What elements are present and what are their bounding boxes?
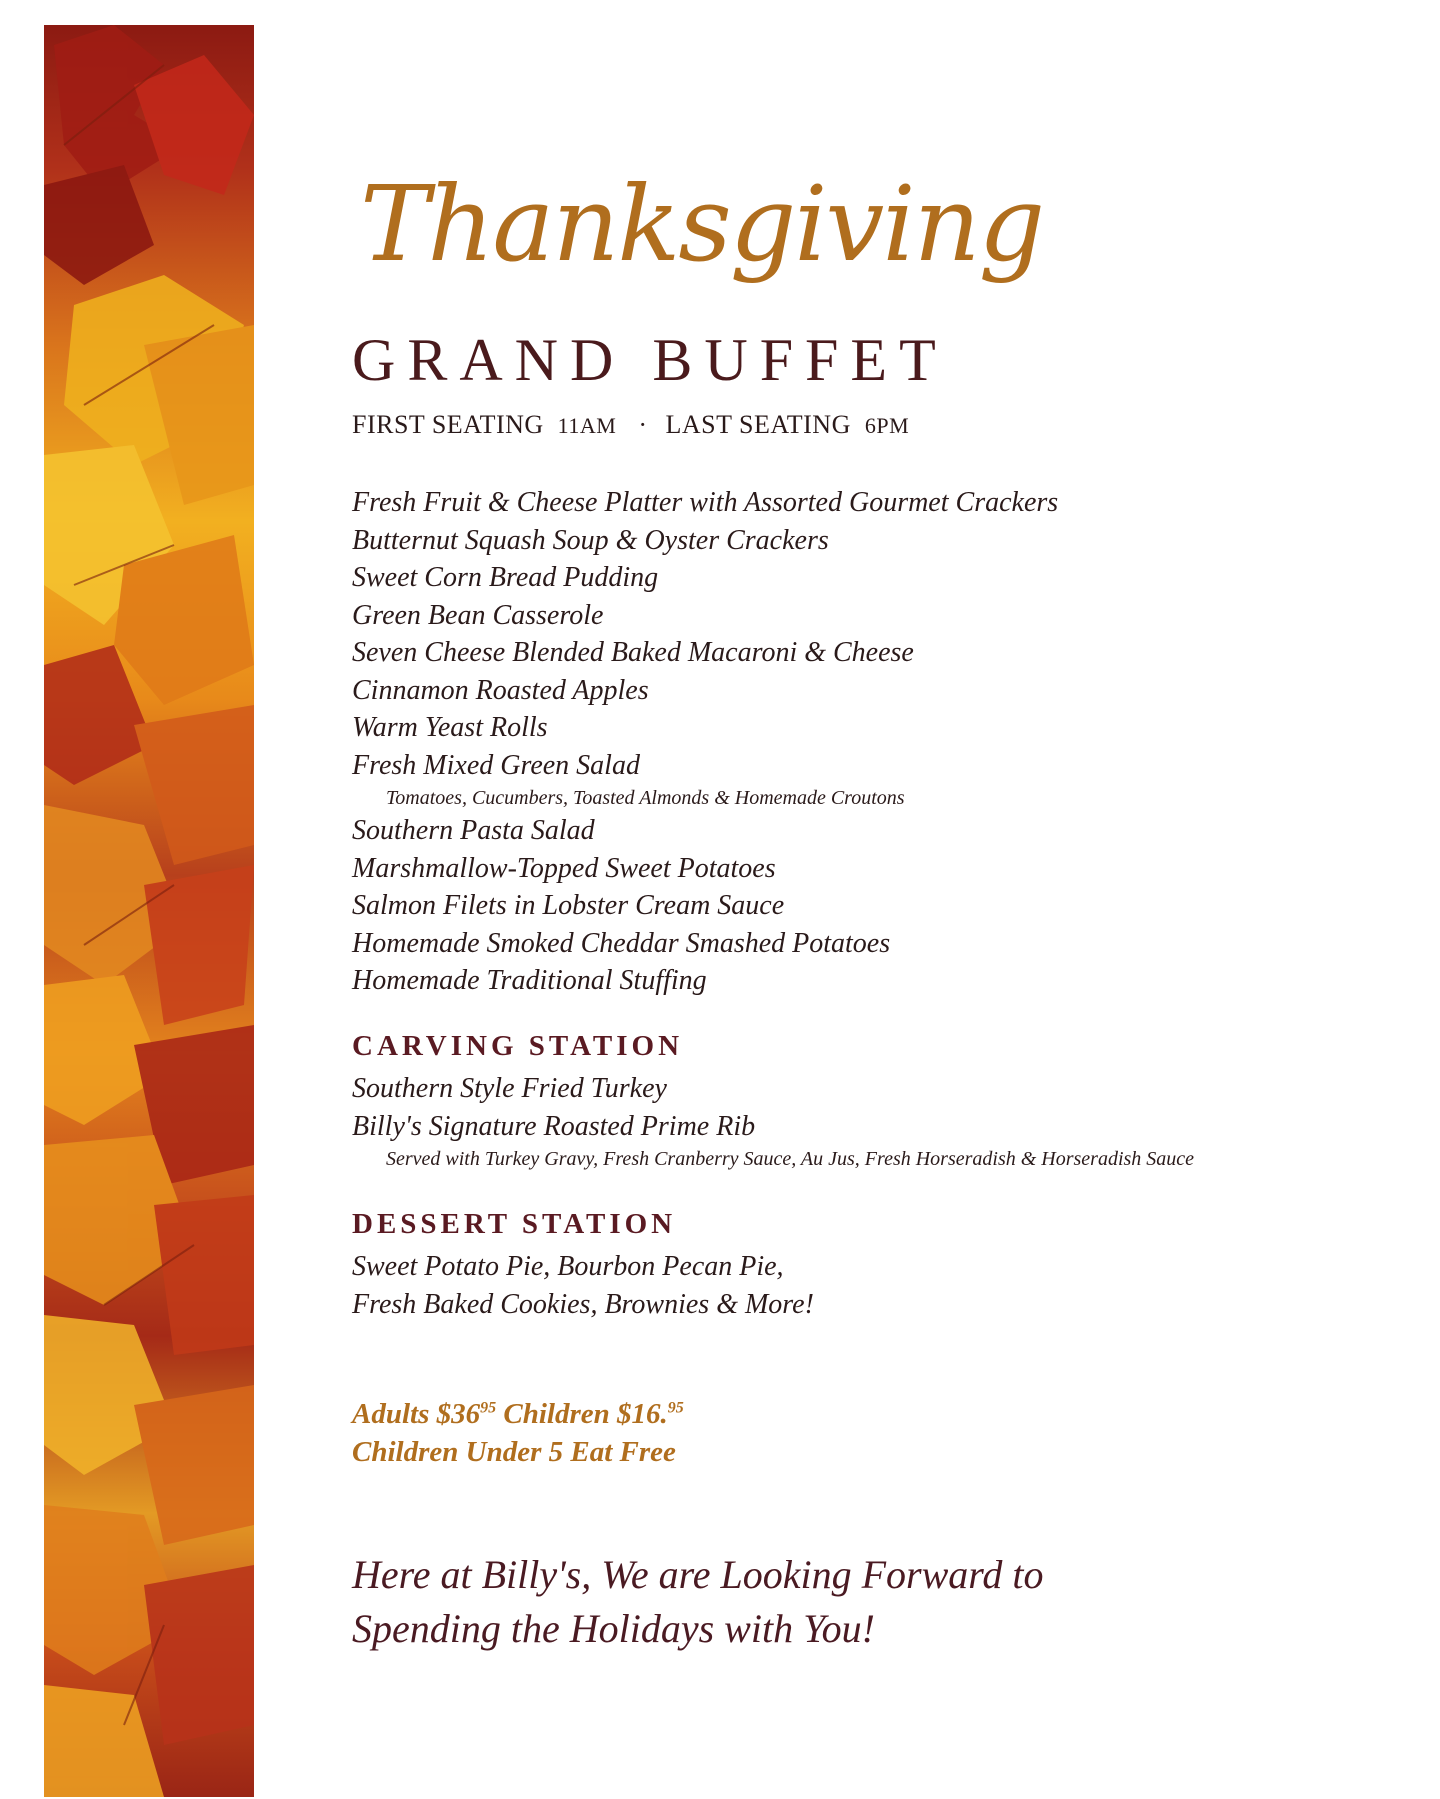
- price-line: [352, 1395, 684, 1433]
- menu-item: Warm Yeast Rolls: [352, 712, 548, 743]
- menu-item: Southern Style Fried Turkey: [352, 1073, 667, 1104]
- seating-separator: ·: [638, 410, 648, 439]
- menu-item: Homemade Traditional Stuffing: [352, 965, 707, 996]
- menu-item: Homemade Smoked Cheddar Smashed Potatoes: [352, 927, 891, 959]
- children-cents: 95: [667, 1399, 684, 1417]
- last-seating-label: LAST SEATING: [665, 410, 851, 439]
- dessert-station-heading: DESSERT STATION: [352, 1208, 677, 1240]
- menu-item: Fresh Fruit & Cheese Platter with Assorted Gourmet Crackers: [352, 487, 1059, 518]
- autumn-leaves-image: [44, 25, 254, 1797]
- title-script: Thanksgiving: [360, 163, 1044, 285]
- under-five-note: Children Under 5 Eat Free: [352, 1436, 676, 1468]
- menu-item: Salmon Filets in Lobster Cream Sauce: [352, 890, 785, 921]
- buffet-menu-list: [352, 484, 1058, 1000]
- closing-line-1: Here at Billy's, We are Looking Forward to: [352, 1552, 1044, 1597]
- last-seating-time: 6PM: [864, 413, 910, 438]
- menu-item: Sweet Potato Pie, Bourbon Pecan Pie,: [352, 1251, 784, 1282]
- menu-item: Fresh Baked Cookies, Brownies & More!: [352, 1288, 814, 1320]
- menu-item: Fresh Mixed Green Salad: [352, 749, 640, 781]
- first-seating-time: 11AM: [557, 413, 617, 438]
- menu-item: Green Bean Casserole: [352, 599, 604, 631]
- autumn-leaves-strip: [44, 25, 254, 1797]
- children-price: Children $16.: [503, 1398, 668, 1430]
- closing-line-2: Spending the Holidays with You!: [352, 1606, 875, 1651]
- adults-cents: 95: [480, 1399, 497, 1417]
- seating-times: [352, 410, 909, 440]
- menu-item: Southern Pasta Salad: [352, 815, 595, 846]
- adults-price: Adults $36: [352, 1398, 481, 1430]
- closing-message: [352, 1548, 1043, 1656]
- menu-item: Marshmallow-Topped Sweet Potatoes: [352, 852, 776, 884]
- dessert-station-list: [352, 1248, 814, 1323]
- menu-item: Cinnamon Roasted Apples: [352, 674, 649, 706]
- carving-station-heading: CARVING STATION: [352, 1030, 684, 1062]
- menu-item: Sweet Corn Bread Pudding: [352, 562, 659, 593]
- carving-station-list: [352, 1070, 1194, 1173]
- first-seating-label: FIRST SEATING: [352, 410, 544, 439]
- pricing: [352, 1395, 684, 1471]
- title-grand-buffet: GRAND BUFFET: [352, 327, 948, 393]
- salad-note: Tomatoes, Cucumbers, Toasted Almonds & Homemade Croutons: [386, 787, 905, 809]
- menu-item: Seven Cheese Blended Baked Macaroni & Cheese: [352, 637, 914, 668]
- menu-item: Butternut Squash Soup & Oyster Crackers: [352, 524, 829, 556]
- menu-item: Billy's Signature Roasted Prime Rib: [352, 1110, 756, 1142]
- carving-note: Served with Turkey Gravy, Fresh Cranberry Sauce, Au Jus, Fresh Horseradish & Horseradish Sauce: [386, 1148, 1195, 1170]
